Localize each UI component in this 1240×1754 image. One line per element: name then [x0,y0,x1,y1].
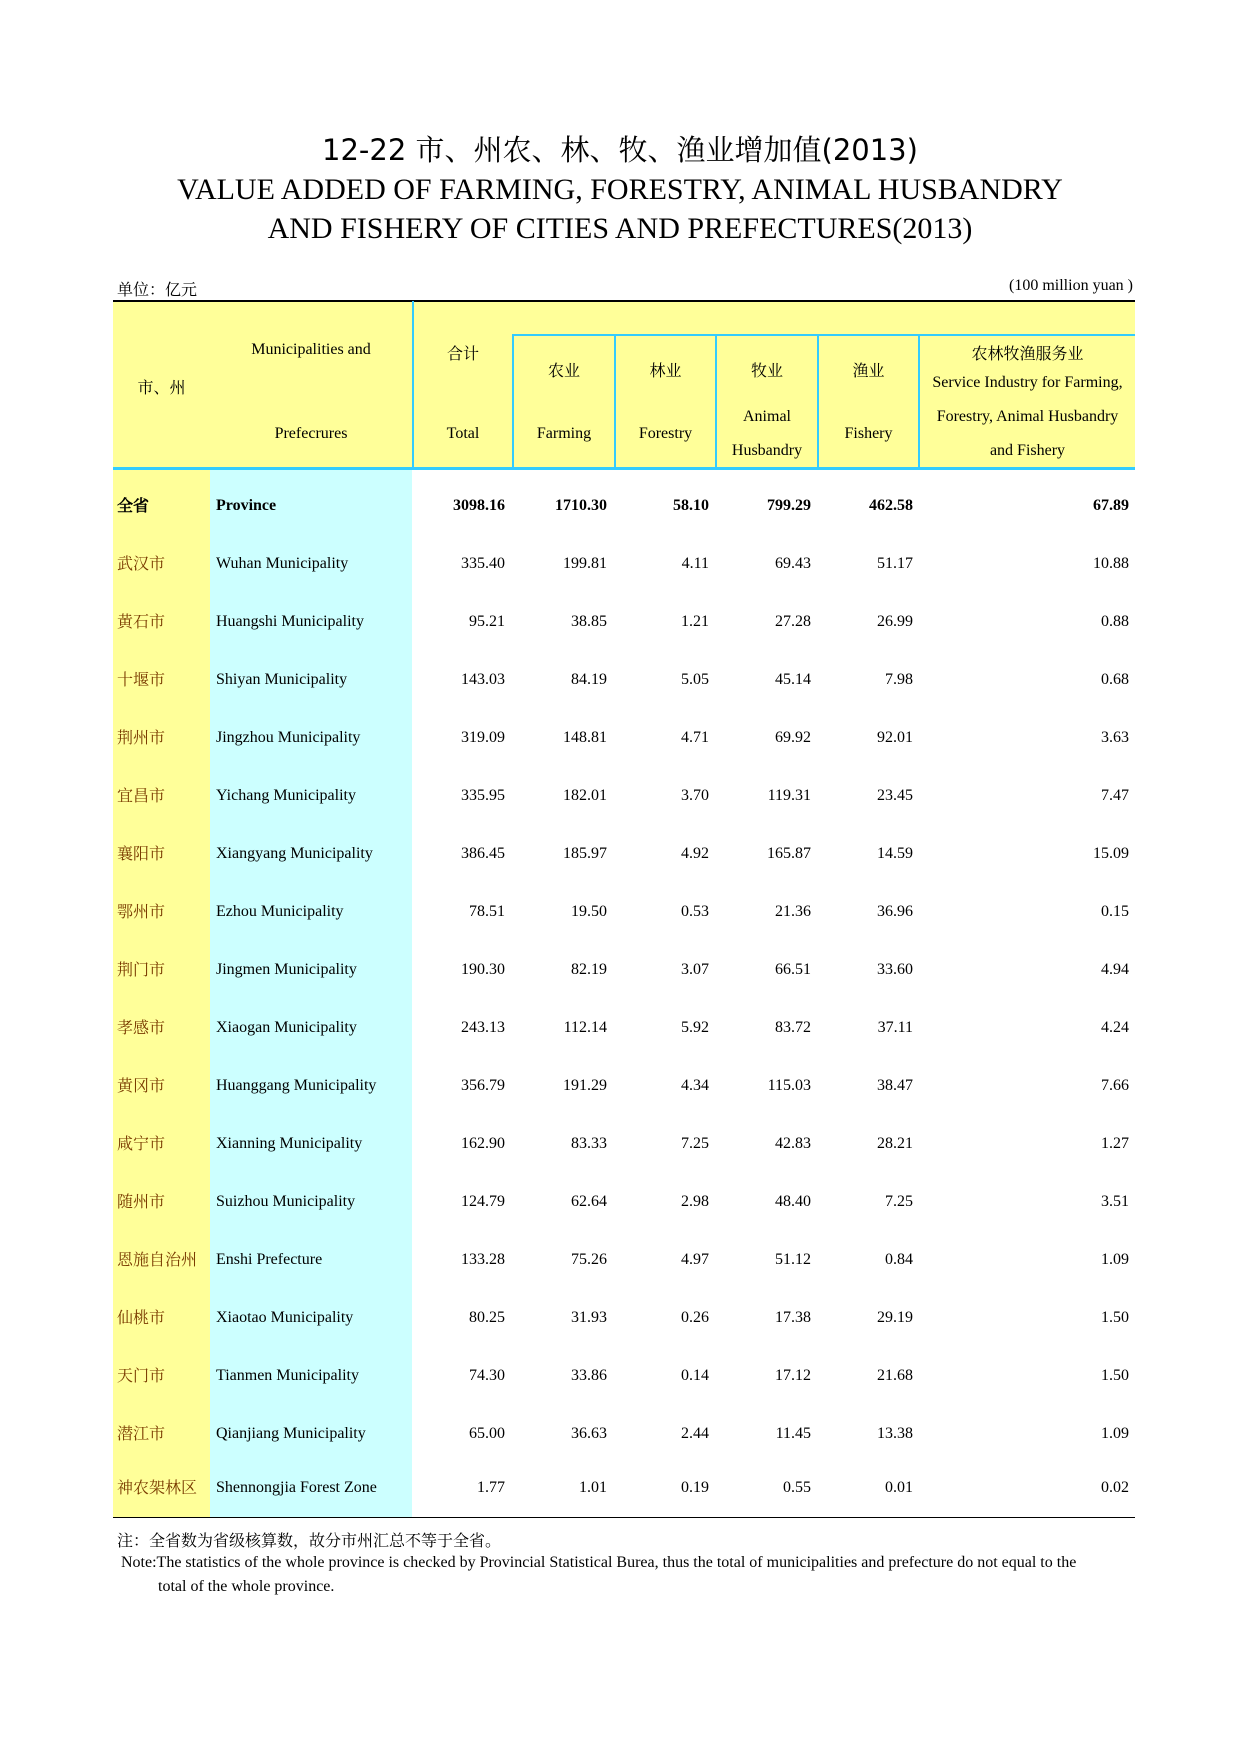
cell-service: 4.94 [1101,961,1129,978]
cell-total: 80.25 [469,1309,505,1326]
cell-animal: 119.31 [767,787,811,804]
cell-farming: 1.01 [579,1479,607,1496]
cell-fishery: 33.60 [877,961,913,978]
cell-forestry: 5.92 [681,1019,709,1036]
header-divider-fishery [817,334,819,469]
region-name-en: Xiangyang Municipality [216,845,373,862]
region-name-en: Jingzhou Municipality [216,729,361,746]
cell-farming: 82.19 [571,961,607,978]
region-name-cn: 黄冈市 [117,1076,166,1095]
cell-service: 15.09 [1093,845,1129,862]
cell-forestry: 0.26 [681,1309,709,1326]
cell-service: 0.88 [1101,613,1129,630]
region-name-en: Xiaogan Municipality [216,1019,357,1036]
cell-animal: 69.92 [775,729,811,746]
table-row [0,723,1240,753]
table-row [0,1361,1240,1391]
region-name-cn: 随州市 [117,1192,166,1211]
header-service-cn: 农林牧渔服务业 [971,344,1084,363]
cell-animal: 799.29 [767,497,811,514]
cell-forestry: 7.25 [681,1135,709,1152]
header-animal-en-1: Animal [743,408,791,425]
table-row [0,839,1240,869]
cell-animal: 17.12 [775,1367,811,1384]
cell-total: 190.30 [461,961,505,978]
table-row [0,549,1240,579]
region-name-cn: 鄂州市 [117,902,166,921]
table-row [0,491,1240,521]
cell-total: 124.79 [461,1193,505,1210]
cell-fishery: 38.47 [877,1077,913,1094]
note-cn: 注：全省数为省级核算数，故分市州汇总不等于全省。 [117,1531,502,1550]
cell-forestry: 3.70 [681,787,709,804]
cell-forestry: 0.19 [681,1479,709,1496]
cell-farming: 1710.30 [555,497,607,514]
cell-fishery: 26.99 [877,613,913,630]
header-divider-total [412,301,414,469]
region-name-cn: 十堰市 [117,670,166,689]
header-sub-rule [512,334,1135,336]
table-row [0,665,1240,695]
cell-farming: 38.85 [571,613,607,630]
cell-farming: 148.81 [563,729,607,746]
cell-service: 3.51 [1101,1193,1129,1210]
cell-total: 335.95 [461,787,505,804]
cell-farming: 112.14 [563,1019,607,1036]
cell-fishery: 7.98 [885,671,913,688]
cell-fishery: 462.58 [869,497,913,514]
cell-service: 1.09 [1101,1251,1129,1268]
cell-forestry: 3.07 [681,961,709,978]
cell-farming: 199.81 [563,555,607,572]
cell-farming: 62.64 [571,1193,607,1210]
header-region-en-1: Municipalities and [251,341,371,358]
cell-forestry: 4.71 [681,729,709,746]
cell-animal: 21.36 [775,903,811,920]
region-name-en: Qianjiang Municipality [216,1425,366,1442]
header-farming-en: Farming [536,425,592,442]
cell-service: 3.63 [1101,729,1129,746]
cell-farming: 75.26 [571,1251,607,1268]
region-name-cn: 恩施自治州 [117,1250,198,1269]
header-fishery-cn: 渔业 [852,361,885,380]
page-title-en-line1: VALUE ADDED OF FARMING, FORESTRY, ANIMAL HUSBANDRY [177,173,1063,206]
cell-animal: 11.45 [775,1425,811,1442]
cell-animal: 51.12 [775,1251,811,1268]
header-total-cn: 合计 [446,344,479,363]
cell-fishery: 36.96 [877,903,913,920]
cell-service: 1.27 [1101,1135,1129,1152]
cell-animal: 66.51 [775,961,811,978]
cell-animal: 48.40 [775,1193,811,1210]
cell-animal: 69.43 [775,555,811,572]
region-name-cn: 神农架林区 [117,1478,198,1497]
region-name-cn: 仙桃市 [117,1308,166,1327]
note-en-line1: Note:The statistics of the whole province is checked by Provincial Statistical Burea, thus the total of municipalities and prefecture do not equal to the [121,1554,1077,1571]
cell-forestry: 0.53 [681,903,709,920]
table-row [0,1129,1240,1159]
table-bottom-rule [113,1517,1135,1518]
cell-forestry: 4.97 [681,1251,709,1268]
header-forestry-en: Forestry [638,425,693,442]
header-animal-cn: 牧业 [750,361,783,380]
cell-service: 4.24 [1101,1019,1129,1036]
cell-fishery: 7.25 [885,1193,913,1210]
region-name-cn: 襄阳市 [117,844,166,863]
cell-animal: 17.38 [775,1309,811,1326]
region-name-cn: 荆州市 [117,728,166,747]
header-animal-en-2: Husbandry [731,442,803,459]
region-name-en: Huanggang Municipality [216,1077,377,1094]
unit-label-en: (100 million yuan ) [1009,277,1133,294]
cell-forestry: 2.44 [681,1425,709,1442]
table-row [0,1245,1240,1275]
cell-farming: 84.19 [571,671,607,688]
region-name-cn: 荆门市 [117,960,166,979]
cell-total: 162.90 [461,1135,505,1152]
cell-total: 386.45 [461,845,505,862]
region-name-en: Jingmen Municipality [216,961,357,978]
cell-farming: 31.93 [571,1309,607,1326]
header-region-cn: 市、州 [137,378,186,397]
region-name-en: Shiyan Municipality [216,671,348,688]
table-row [0,1013,1240,1043]
cell-fishery: 37.11 [877,1019,913,1036]
cell-forestry: 4.11 [681,555,709,572]
cell-forestry: 58.10 [673,497,709,514]
cell-farming: 191.29 [563,1077,607,1094]
header-divider-forestry [614,334,616,469]
header-region-en-2: Prefecrures [274,425,348,442]
cell-total: 78.51 [469,903,505,920]
cell-animal: 115.03 [767,1077,811,1094]
table-row [0,1303,1240,1333]
cell-total: 356.79 [461,1077,505,1094]
region-name-cn: 孝感市 [117,1018,166,1037]
cell-fishery: 0.01 [885,1479,913,1496]
cell-fishery: 92.01 [877,729,913,746]
cell-service: 67.89 [1093,497,1129,514]
region-name-en: Xianning Municipality [216,1135,363,1152]
header-service-en-2: Forestry, Animal Husbandry [936,408,1119,425]
cell-animal: 42.83 [775,1135,811,1152]
cell-animal: 27.28 [775,613,811,630]
cell-fishery: 14.59 [877,845,913,862]
cell-service: 7.66 [1101,1077,1129,1094]
unit-label-cn: 单位：亿元 [117,280,198,299]
table-row [0,1473,1240,1503]
cell-farming: 185.97 [563,845,607,862]
cell-animal: 45.14 [775,671,811,688]
cell-total: 3098.16 [453,497,505,514]
cell-service: 0.15 [1101,903,1129,920]
table-row [0,1187,1240,1217]
cell-farming: 19.50 [571,903,607,920]
table-row [0,1071,1240,1101]
header-service-en-3: and Fishery [989,442,1066,459]
cell-farming: 182.01 [563,787,607,804]
cell-service: 7.47 [1101,787,1129,804]
header-top-rule [113,300,1135,302]
region-name-en: Ezhou Municipality [216,903,344,920]
cell-service: 1.50 [1101,1309,1129,1326]
page-title-cn: 12-22 市、州农、林、牧、渔业增加值(2013) [322,133,918,167]
region-name-en: Enshi Prefecture [216,1251,323,1268]
cell-service: 10.88 [1093,555,1129,572]
page-title-en-line2: AND FISHERY OF CITIES AND PREFECTURES(2013) [267,212,973,245]
cell-total: 319.09 [461,729,505,746]
cell-total: 65.00 [469,1425,505,1442]
cell-total: 243.13 [461,1019,505,1036]
region-name-cn: 全省 [117,496,150,515]
region-name-cn: 黄石市 [117,612,166,631]
cell-total: 335.40 [461,555,505,572]
cell-farming: 33.86 [571,1367,607,1384]
cell-forestry: 5.05 [681,671,709,688]
region-name-en: Xiaotao Municipality [216,1309,354,1326]
note-en [121,1551,1131,1599]
header-divider-farming [512,334,514,469]
table-row [0,1419,1240,1449]
cell-fishery: 0.84 [885,1251,913,1268]
region-name-en: Wuhan Municipality [216,555,349,572]
cell-forestry: 2.98 [681,1193,709,1210]
region-name-cn: 天门市 [117,1366,166,1385]
region-name-cn: 潜江市 [117,1424,166,1443]
cell-fishery: 13.38 [877,1425,913,1442]
region-name-cn: 咸宁市 [117,1134,166,1153]
region-name-en: Tianmen Municipality [216,1367,359,1384]
table-row [0,781,1240,811]
region-name-en: Province [216,497,277,514]
cell-total: 74.30 [469,1367,505,1384]
cell-forestry: 1.21 [681,613,709,630]
cell-fishery: 28.21 [877,1135,913,1152]
region-name-en: Shennongjia Forest Zone [216,1479,377,1496]
cell-animal: 0.55 [783,1479,811,1496]
header-service-en-1: Service Industry for Farming, [932,374,1123,391]
cell-fishery: 23.45 [877,787,913,804]
cell-service: 1.50 [1101,1367,1129,1384]
region-name-en: Yichang Municipality [216,787,356,804]
header-fishery-en: Fishery [844,425,893,442]
header-total-en: Total [446,425,480,442]
cell-animal: 165.87 [767,845,811,862]
cell-total: 1.77 [477,1479,505,1496]
table-row [0,955,1240,985]
cell-forestry: 4.34 [681,1077,709,1094]
region-name-cn: 宜昌市 [117,786,166,805]
cell-farming: 83.33 [571,1135,607,1152]
cell-total: 143.03 [461,671,505,688]
table-row [0,897,1240,927]
cell-service: 0.02 [1101,1479,1129,1496]
region-name-en: Huangshi Municipality [216,613,364,630]
cell-total: 95.21 [469,613,505,630]
table-row [0,607,1240,637]
cell-fishery: 29.19 [877,1309,913,1326]
note-en-line2: total of the whole province. [158,1578,335,1595]
cell-forestry: 0.14 [681,1367,709,1384]
cell-fishery: 21.68 [877,1367,913,1384]
cell-forestry: 4.92 [681,845,709,862]
cell-service: 0.68 [1101,671,1129,688]
header-forestry-cn: 林业 [649,361,682,380]
region-name-cn: 武汉市 [117,554,166,573]
cell-animal: 83.72 [775,1019,811,1036]
cell-service: 1.09 [1101,1425,1129,1442]
header-farming-cn: 农业 [547,361,580,380]
cell-fishery: 51.17 [877,555,913,572]
region-name-en: Suizhou Municipality [216,1193,356,1210]
cell-total: 133.28 [461,1251,505,1268]
cell-farming: 36.63 [571,1425,607,1442]
